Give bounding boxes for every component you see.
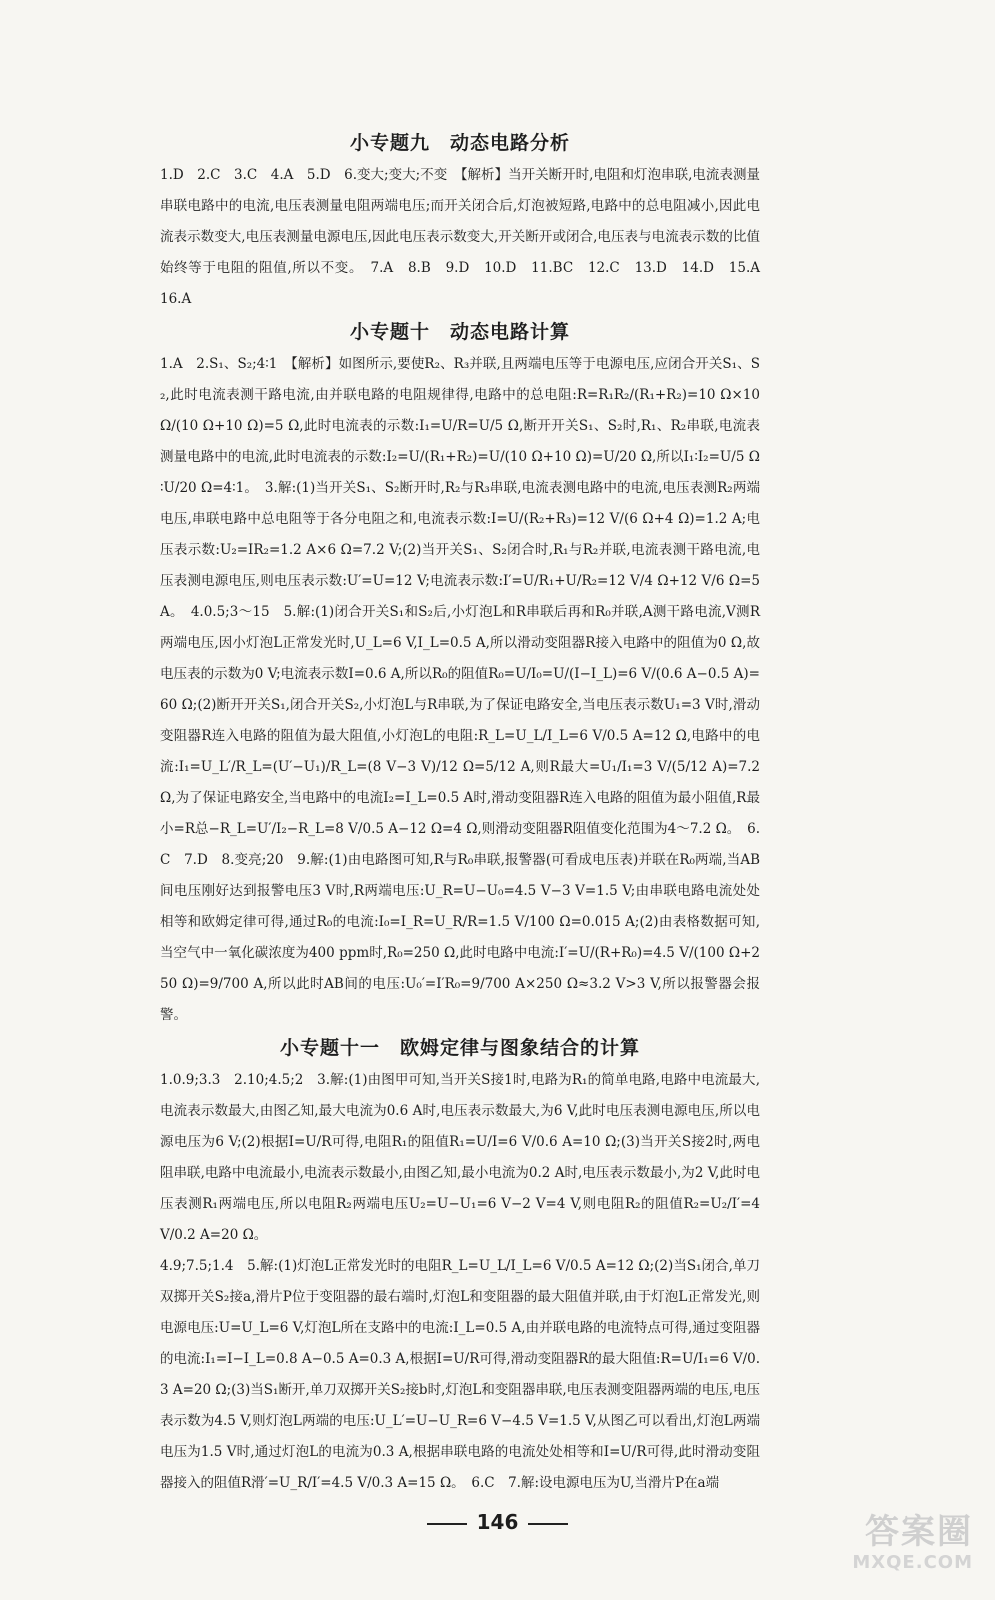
dash-left [427,1523,467,1525]
answer-paragraph: 4.9;7.5;1.4 5.解:(1)灯泡L正常发光时的电阻R_L=U_L/I_L=6 V/0.5 A=12 Ω;(2)当S₁闭合,单刀双掷开关S₂接a,滑片P位于变阻器的最右端时,灯泡L和变阻器的最大阻值并联,由于灯泡L正常发光,则电源电压:U=U_L=6 V,灯泡L所在支路中的电流:I_L=0.5 A,由并联电路的电流特点可得,通过变阻器的电流:I₁=I−I_L=0.8 A−0.5 A=0.3 A,根据I=U/R可得,滑动变阻器R的最大阻值:R=U/I₁=6 V/0.3 A=20 Ω;(3)当S₁断开,单刀双掷开关S₂接b时,灯泡L和变阻器串联,电压表测变阻器两端的电压,电压表示数为4.5 V,则灯泡L两端的电压:U_L′=U−U_R=6 V−4.5 V=1.5 V,从图乙可以看出,灯泡L两端电压为1.5 V时,通过灯泡L的电流为0.3 A,根据串联电路的电流处处相等和I=U/R可得,此时滑动变阻器接入的阻值R滑′=U_R/I′=4.5 V/0.3 A=15 Ω。 6.C 7.解:设电源电压为U,当滑片P在a端 [160,1258,760,1491]
watermark-logo [823,1512,973,1582]
dash-right [528,1523,568,1525]
watermark-text: 答案圈 [865,1512,973,1552]
answer-paragraph: 1.D 2.C 3.C 4.A 5.D 6.变大;变大;不变 【解析】当开关断开时,电阻和灯泡串联,电流表测量串联电路中的电流,电压表测量电阻两端电压;而开关闭合后,灯泡被短路,电路中的总电阻减小,因此电流表示数变大,电压表测量电源电压,因此电压表示数变大,开关断开或闭合,电压表与电流表示数的比值始终等于电阻的阻值,所以不变。 7.A 8.B 9.D 10.D 11.BC 12.C 13.D 14.D 15.A 16.A [160,167,774,307]
section-title: 小专题十一 欧姆定律与图象结合的计算 [279,1037,640,1059]
watermark-url: MXQE.COM [852,1552,973,1573]
section-9 [160,128,774,315]
section-title: 小专题十 动态电路计算 [349,321,570,343]
page-number-text: 146 [476,1510,519,1534]
section-10 [160,317,760,1031]
answer-content [160,128,774,1501]
answer-paragraph: 1.0.9;3.3 2.10;4.5;2 3.解:(1)由图甲可知,当开关S接1时,电路为R₁的简单电路,电路中电流最大,电流表示数最大,由图乙知,最大电流为0.6 A时,电压表示数最大,为6 V,此时电压表测电源电压,所以电源电压为6 V;(2)根据I=U/R可得,电阻R₁的阻值R₁=U/I=6 V/0.6 A=10 Ω;(3)当开关S接2时,两电阻串联,电路中电流最小,电流表示数最小,由图乙知,最小电流为0.2 A时,电压表示数最小,为2 V,此时电压表测R₁两端电压,所以电阻R₂两端电压U₂=U−U₁=6 V−2 V=4 V,则电阻R₂的阻值R₂=U₂/I′=4 V/0.2 A=20 Ω。 [160,1072,760,1243]
section-title: 小专题九 动态电路分析 [349,132,570,154]
answer-paragraph: 1.A 2.S₁、S₂;4∶1 【解析】如图所示,要使R₂、R₃并联,且两端电压等于电源电压,应闭合开关S₁、S₂,此时电流表测干路电流,由并联电路的电阻规律得,电路中的总电阻:R=R₁R₂/(R₁+R₂)=10 Ω×10 Ω/(10 Ω+10 Ω)=5 Ω,此时电流表的示数:I₁=U/R=U/5 Ω,断开开关S₁、S₂时,R₁、R₂串联,电流表测量电路中的电流,此时电流表的示数:I₂=U/(R₁+R₂)=U/(10 Ω+10 Ω)=U/20 Ω,所以I₁∶I₂=U/5 Ω∶U/20 Ω=4∶1。 3.解:(1)当开关S₁、S₂断开时,R₂与R₃串联,电流表测电路中的电流,电压表测R₂两端电压,串联电路中总电阻等于各分电阻之和,电流表示数:I=U/(R₂+R₃)=12 V/(6 Ω+4 Ω)=1.2 A;电压表示数:U₂=IR₂=1.2 A×6 Ω=7.2 V;(2)当开关S₁、S₂闭合时,R₁与R₂并联,电流表测干路电流,电压表测电源电压,则电压表示数:U′=U=12 V;电流表示数:I′=U/R₁+U/R₂=12 V/4 Ω+12 V/6 Ω=5 A。 4.0.5;3～15 5.解:(1)闭合开关S₁和S₂后,小灯泡L和R串联后再和R₀并联,A测干路电流,V测R两端电压,因小灯泡L正常发光时,U_L=6 V,I_L=0.5 A,所以滑动变阻器R接入电路中的阻值为0 Ω,故电压表的示数为0 V;电流表示数I=0.6 A,所以R₀的阻值R₀=U/I₀=U/(I−I_L)=6 V/(0.6 A−0.5 A)=60 Ω;(2)断开开关S₁,闭合开关S₂,小灯泡L与R串联,为了保证电路安全,当电压表示数U₁=3 V时,滑动变阻器R连入电路的阻值为最大阻值,小灯泡L的电阻:R_L=U_L/I_L=6 V/0.5 A=12 Ω,电路中的电流:I₁=U_L′/R_L=(U′−U₁)/R_L=(8 V−3 V)/12 Ω=5/12 A,则R最大=U₁/I₁=3 V/(5/12 A)=7.2 Ω,为了保证电路安全,当电路中的电流I₂=I_L=0.5 A时,滑动变阻器R连入电路的阻值为最小阻值,R最小=R总−R_L=U′/I₂−R_L=8 V/0.5 A−12 Ω=4 Ω,则滑动变阻器R阻值变化范围为4～7.2 Ω。 6.C 7.D 8.变亮;20 9.解:(1)由电路图可知,R与R₀串联,报警器(可看成电压表)并联在R₀两端,当AB间电压刚好达到报警电压3 V时,R两端电压:U_R=U−U₀=4.5 V−3 V=1.5 V;由串联电路电流处处相等和欧姆定律可得,通过R₀的电流:I₀=I_R=U_R/R=1.5 V/100 Ω=0.015 A;(2)由表格数据可知,当空气中一氧化碳浓度为400 ppm时,R₀=250 Ω,此时电路中电流:I′=U/(R+R₀)=4.5 V/(100 Ω+250 Ω)=9/700 A,所以此时AB间的电压:U₀′=I′R₀=9/700 A×250 Ω≈3.2 V>3 V,所以报警器会报警。 [160,356,760,1023]
section-11 [160,1033,760,1499]
